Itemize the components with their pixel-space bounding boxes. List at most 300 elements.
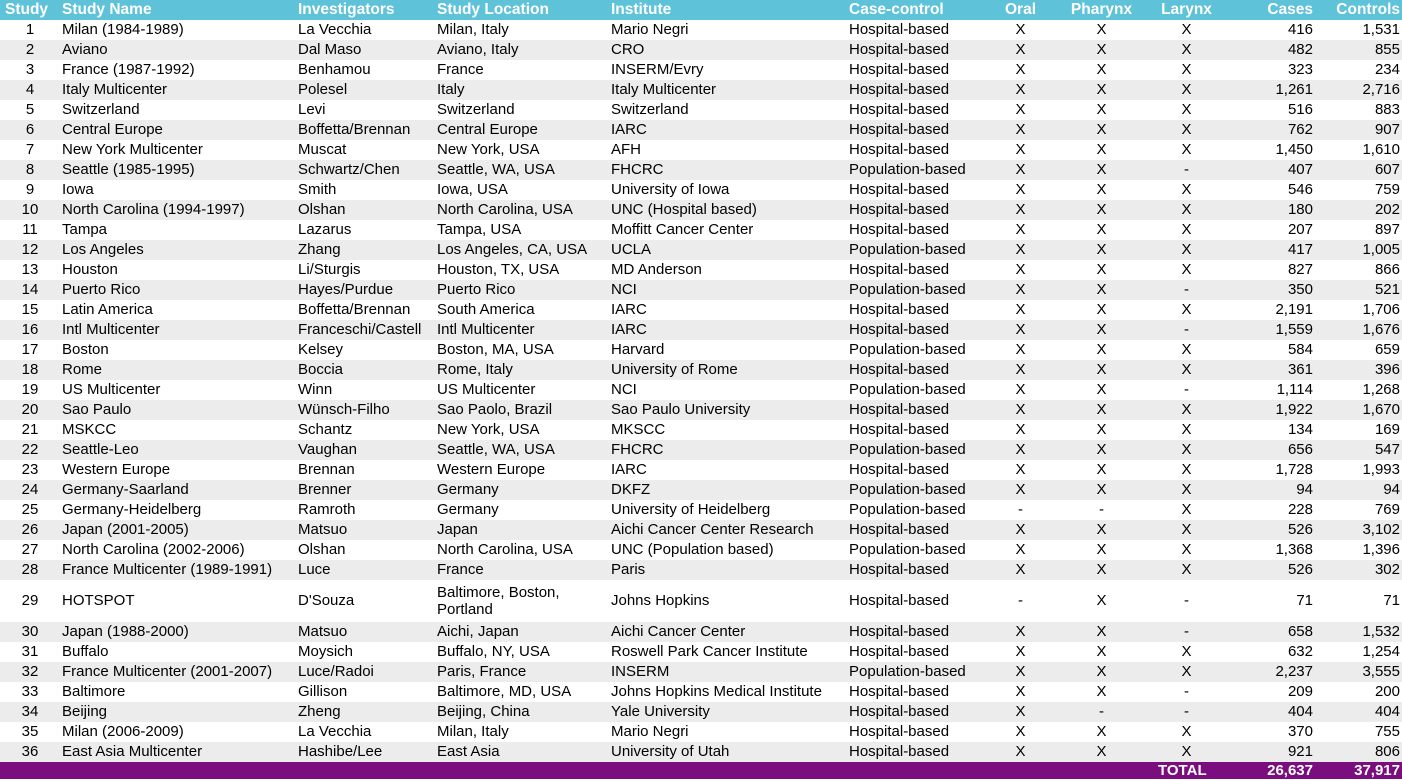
cell-cases: 323	[1287, 61, 1313, 78]
cell-study: 13	[21, 261, 39, 278]
cell-study-name: Seattle (1985-1995)	[62, 161, 195, 178]
cell-larynx: -	[1184, 161, 1189, 178]
cell-cases: 134	[1287, 421, 1313, 438]
cell-study-location: Germany	[437, 481, 499, 498]
col-header-larynx: Larynx	[1161, 1, 1212, 18]
cell-institute: Moffitt Cancer Center	[611, 221, 754, 238]
cell-study-location: Switzerland	[437, 101, 515, 118]
cell-oral: X	[1015, 201, 1026, 218]
cell-study: 26	[21, 521, 39, 538]
cell-controls: 3,102	[1362, 521, 1400, 538]
cell-investigators: Moysich	[298, 643, 354, 660]
cell-controls: 897	[1374, 221, 1400, 238]
cell-oral: -	[1018, 592, 1023, 609]
cell-oral: X	[1015, 643, 1026, 660]
cell-study-name: Milan (1984-1989)	[62, 21, 184, 38]
cell-oral: X	[1015, 421, 1026, 438]
cell-investigators: Winn	[298, 381, 333, 398]
cell-study-location: South America	[437, 301, 535, 318]
cell-cases: 2,191	[1275, 301, 1313, 318]
cell-pharynx: X	[1096, 421, 1107, 438]
cell-cases: 416	[1287, 21, 1313, 38]
cell-investigators: Smith	[298, 181, 337, 198]
table-row	[0, 80, 1402, 100]
cell-pharynx: X	[1096, 241, 1107, 258]
table-row	[0, 480, 1402, 500]
cell-controls: 1,268	[1362, 381, 1400, 398]
cell-cases: 71	[1296, 592, 1313, 609]
cell-larynx: -	[1184, 321, 1189, 338]
cell-study-name: Japan (1988-2000)	[62, 623, 189, 640]
cell-study-location: Japan	[437, 521, 478, 538]
col-header-case-control: Case-control	[849, 1, 944, 18]
cell-cases: 2,237	[1275, 663, 1313, 680]
cell-pharynx: X	[1096, 481, 1107, 498]
cell-controls: 94	[1383, 481, 1400, 498]
cell-study: 6	[25, 121, 35, 138]
cell-oral: X	[1015, 341, 1026, 358]
cell-study: 36	[21, 743, 39, 760]
cell-cases: 228	[1287, 501, 1313, 518]
cell-investigators: D'Souza	[298, 592, 355, 609]
cell-study-location: US Multicenter	[437, 381, 536, 398]
cell-investigators: Boffetta/Brennan	[298, 121, 411, 138]
cell-study-location: Rome, Italy	[437, 361, 513, 378]
cell-controls: 1,005	[1362, 241, 1400, 258]
cell-study-name: Tampa	[62, 221, 108, 238]
cell-larynx: X	[1181, 643, 1192, 660]
table-row	[0, 702, 1402, 722]
cell-controls: 1,532	[1362, 623, 1400, 640]
cell-cases: 94	[1296, 481, 1313, 498]
cell-study: 14	[21, 281, 39, 298]
cell-pharynx: X	[1096, 221, 1107, 238]
cell-case-control: Hospital-based	[849, 81, 950, 98]
table-row	[0, 140, 1402, 160]
cell-institute: University of Rome	[611, 361, 738, 378]
table-row	[0, 622, 1402, 642]
cell-study-location: Intl Multicenter	[437, 321, 535, 338]
cell-pharynx: X	[1096, 301, 1107, 318]
table-row	[0, 380, 1402, 400]
cell-study: 30	[21, 623, 39, 640]
cell-cases: 482	[1287, 41, 1313, 58]
cell-institute: Johns Hopkins	[611, 592, 710, 609]
table-row	[0, 60, 1402, 80]
cell-controls: 607	[1374, 161, 1400, 178]
cell-investigators: Hashibe/Lee	[298, 743, 383, 760]
total-label: TOTAL	[1158, 762, 1207, 779]
cell-institute: Italy Multicenter	[611, 81, 717, 98]
cell-larynx: -	[1184, 623, 1189, 640]
cell-institute: IARC	[611, 301, 647, 318]
cell-oral: X	[1015, 743, 1026, 760]
cell-institute: CRO	[611, 41, 645, 58]
cell-cases: 180	[1287, 201, 1313, 218]
cell-study-name: Puerto Rico	[62, 281, 141, 298]
cell-study-name: France Multicenter (1989-1991)	[62, 561, 273, 578]
cell-controls: 3,555	[1362, 663, 1400, 680]
cell-study-name: France Multicenter (2001-2007)	[62, 663, 273, 680]
cell-study: 25	[21, 501, 39, 518]
cell-larynx: X	[1181, 101, 1192, 118]
table-row	[0, 460, 1402, 480]
cell-case-control: Hospital-based	[849, 121, 950, 138]
cell-pharynx: X	[1096, 61, 1107, 78]
cell-larynx: X	[1181, 201, 1192, 218]
cell-institute: Mario Negri	[611, 21, 689, 38]
cell-oral: X	[1015, 461, 1026, 478]
table-row	[0, 320, 1402, 340]
cell-cases: 207	[1287, 221, 1313, 238]
cell-larynx: X	[1181, 41, 1192, 58]
cell-institute: University of Utah	[611, 743, 730, 760]
cell-study-name: Houston	[62, 261, 118, 278]
cell-larynx: -	[1184, 592, 1189, 609]
cell-investigators: Luce	[298, 561, 331, 578]
cell-larynx: X	[1181, 121, 1192, 138]
cell-study-location: Seattle, WA, USA	[437, 441, 555, 458]
cell-controls: 1,670	[1362, 401, 1400, 418]
cell-study-name: East Asia Multicenter	[62, 743, 203, 760]
cell-study: 18	[21, 361, 39, 378]
cell-pharynx: X	[1096, 321, 1107, 338]
cell-oral: X	[1015, 181, 1026, 198]
table-row	[0, 20, 1402, 40]
cell-case-control: Hospital-based	[849, 521, 950, 538]
cell-larynx: X	[1181, 341, 1192, 358]
cell-larynx: X	[1181, 81, 1192, 98]
cell-cases: 1,450	[1275, 141, 1313, 158]
table-row	[0, 540, 1402, 560]
cell-pharynx: X	[1096, 592, 1107, 609]
cell-controls: 866	[1374, 261, 1400, 278]
cell-investigators: Schantz	[298, 421, 353, 438]
table-row	[0, 662, 1402, 682]
cell-larynx: X	[1181, 663, 1192, 680]
cell-pharynx: X	[1096, 441, 1107, 458]
cell-study-location: Houston, TX, USA	[437, 261, 560, 278]
cell-larynx: X	[1181, 221, 1192, 238]
cell-case-control: Hospital-based	[849, 592, 950, 609]
cell-cases: 417	[1287, 241, 1313, 258]
cell-case-control: Population-based	[849, 481, 966, 498]
cell-institute: IARC	[611, 461, 647, 478]
cell-study: 5	[25, 101, 35, 118]
cell-pharynx: X	[1096, 161, 1107, 178]
cell-pharynx: -	[1099, 501, 1104, 518]
cell-oral: X	[1015, 481, 1026, 498]
cell-controls: 1,676	[1362, 321, 1400, 338]
cell-oral: -	[1018, 501, 1023, 518]
cell-cases: 827	[1287, 261, 1313, 278]
table-row	[0, 500, 1402, 520]
cell-study-name: Seattle-Leo	[62, 441, 139, 458]
cell-case-control: Population-based	[849, 241, 966, 258]
cell-oral: X	[1015, 81, 1026, 98]
cell-case-control: Hospital-based	[849, 643, 950, 660]
cell-controls: 806	[1374, 743, 1400, 760]
cell-case-control: Hospital-based	[849, 261, 950, 278]
cell-case-control: Hospital-based	[849, 221, 950, 238]
cell-study-location: New York, USA	[437, 141, 540, 158]
cell-case-control: Hospital-based	[849, 401, 950, 418]
cell-larynx: X	[1181, 401, 1192, 418]
cell-study-location: East Asia	[437, 743, 500, 760]
cell-oral: X	[1015, 261, 1026, 278]
cell-case-control: Hospital-based	[849, 201, 950, 218]
cell-controls: 202	[1374, 201, 1400, 218]
cell-pharynx: X	[1096, 21, 1107, 38]
table-row	[0, 120, 1402, 140]
cell-controls: 547	[1374, 441, 1400, 458]
cell-investigators: Li/Sturgis	[298, 261, 361, 278]
cell-institute: NCI	[611, 381, 637, 398]
cell-institute: FHCRC	[611, 441, 664, 458]
cell-investigators: Olshan	[298, 201, 346, 218]
cell-study-location: Seattle, WA, USA	[437, 161, 555, 178]
cell-oral: X	[1015, 381, 1026, 398]
cell-larynx: -	[1184, 381, 1189, 398]
col-header-oral: Oral	[1004, 1, 1036, 18]
cell-study-location: Baltimore, Boston, Portland	[437, 584, 560, 618]
cell-institute: Harvard	[611, 341, 665, 358]
cell-institute: Mario Negri	[611, 723, 689, 740]
cell-pharynx: X	[1096, 41, 1107, 58]
cell-larynx: X	[1181, 301, 1192, 318]
cell-study-name: Milan (2006-2009)	[62, 723, 184, 740]
cell-cases: 526	[1287, 521, 1313, 538]
cell-study-location: Iowa, USA	[437, 181, 508, 198]
cell-study-name: Intl Multicenter	[62, 321, 160, 338]
cell-pharynx: X	[1096, 181, 1107, 198]
cell-study: 3	[25, 61, 35, 78]
cell-controls: 769	[1374, 501, 1400, 518]
cell-study: 7	[25, 141, 35, 158]
cell-study-name: Rome	[62, 361, 103, 378]
cell-pharynx: X	[1096, 541, 1107, 558]
cell-larynx: X	[1181, 241, 1192, 258]
cell-controls: 302	[1374, 561, 1400, 578]
cell-study-name: Beijing	[62, 703, 108, 720]
col-header-study: Study	[5, 1, 49, 18]
cell-study: 31	[21, 643, 39, 660]
cell-larynx: X	[1181, 441, 1192, 458]
cell-case-control: Hospital-based	[849, 723, 950, 740]
table-row	[0, 560, 1402, 580]
cell-controls: 200	[1374, 683, 1400, 700]
cell-study: 21	[21, 421, 39, 438]
cell-controls: 169	[1374, 421, 1400, 438]
cell-institute: Paris	[611, 561, 646, 578]
cell-study-name: Los Angeles	[62, 241, 144, 258]
cell-cases: 632	[1287, 643, 1313, 660]
cell-cases: 1,114	[1276, 381, 1313, 398]
cell-case-control: Hospital-based	[849, 361, 950, 378]
cell-institute: INSERM/Evry	[611, 61, 704, 78]
cell-case-control: Hospital-based	[849, 141, 950, 158]
cell-controls: 1,531	[1362, 21, 1400, 38]
cell-institute: DKFZ	[611, 481, 651, 498]
cell-institute: INSERM	[611, 663, 670, 680]
cell-controls: 883	[1374, 101, 1400, 118]
col-header-study-location: Study Location	[437, 1, 549, 18]
cell-investigators: Hayes/Purdue	[298, 281, 394, 298]
cell-study: 23	[21, 461, 39, 478]
cell-cases: 1,261	[1275, 81, 1313, 98]
cell-controls: 404	[1374, 703, 1400, 720]
cell-study: 19	[21, 381, 39, 398]
cell-cases: 762	[1287, 121, 1313, 138]
cell-cases: 656	[1287, 441, 1313, 458]
cell-larynx: X	[1181, 361, 1192, 378]
cell-controls: 1,993	[1362, 461, 1400, 478]
cell-study: 11	[22, 221, 38, 238]
cell-case-control: Hospital-based	[849, 561, 950, 578]
cell-case-control: Hospital-based	[849, 61, 950, 78]
cell-study: 16	[21, 321, 39, 338]
cell-larynx: X	[1181, 141, 1192, 158]
table-row	[0, 580, 1402, 622]
cell-study: 22	[21, 441, 39, 458]
cell-controls: 234	[1374, 61, 1400, 78]
cell-investigators: Ramroth	[298, 501, 356, 518]
cell-pharynx: X	[1096, 81, 1107, 98]
cell-study: 4	[25, 81, 35, 98]
table-row	[0, 280, 1402, 300]
cell-study: 28	[21, 561, 39, 578]
cell-cases: 404	[1287, 703, 1313, 720]
cell-study-name: New York Multicenter	[62, 141, 203, 158]
cell-study-name: Germany-Heidelberg	[62, 501, 202, 518]
cell-study: 35	[21, 723, 39, 740]
cell-study-location: Tampa, USA	[437, 221, 522, 238]
cell-study-name: Western Europe	[62, 461, 171, 478]
cell-larynx: X	[1181, 481, 1192, 498]
cell-oral: X	[1015, 21, 1026, 38]
cell-pharynx: X	[1096, 101, 1107, 118]
cell-pharynx: -	[1099, 703, 1104, 720]
cell-controls: 755	[1374, 723, 1400, 740]
cell-controls: 1,254	[1362, 643, 1400, 660]
table-row	[0, 160, 1402, 180]
table-row	[0, 220, 1402, 240]
cell-institute: Roswell Park Cancer Institute	[611, 643, 808, 660]
cell-study-name: France (1987-1992)	[62, 61, 195, 78]
cell-controls: 521	[1374, 281, 1400, 298]
cell-oral: X	[1015, 541, 1026, 558]
cell-case-control: Hospital-based	[849, 181, 950, 198]
cell-larynx: -	[1184, 703, 1189, 720]
cell-study-name: Germany-Saarland	[62, 481, 189, 498]
cell-study-location: Milan, Italy	[437, 723, 509, 740]
cell-study-location: North Carolina, USA	[437, 541, 573, 558]
cell-oral: X	[1015, 703, 1026, 720]
cell-oral: X	[1015, 361, 1026, 378]
cell-institute: Aichi Cancer Center	[611, 623, 746, 640]
cell-study: 24	[21, 481, 39, 498]
cell-study: 32	[21, 663, 39, 680]
cell-case-control: Hospital-based	[849, 421, 950, 438]
cell-investigators: Brennan	[298, 461, 355, 478]
cell-investigators: Boccia	[298, 361, 344, 378]
cell-study: 2	[25, 41, 35, 58]
cell-investigators: Benhamou	[298, 61, 371, 78]
table-row	[0, 642, 1402, 662]
table-row	[0, 722, 1402, 742]
cell-study: 20	[21, 401, 39, 418]
cell-study-name: Japan (2001-2005)	[62, 521, 189, 538]
cell-study-location: Western Europe	[437, 461, 546, 478]
cell-oral: X	[1015, 321, 1026, 338]
cell-pharynx: X	[1096, 401, 1107, 418]
cell-case-control: Hospital-based	[849, 683, 950, 700]
header-row	[0, 0, 1402, 20]
cell-pharynx: X	[1096, 663, 1107, 680]
cell-larynx: X	[1181, 743, 1192, 760]
cell-pharynx: X	[1096, 281, 1107, 298]
cell-study-name: Sao Paulo	[62, 401, 132, 418]
total-controls: 37,917	[1354, 762, 1400, 779]
cell-investigators: Franceschi/Castell	[298, 321, 422, 338]
cell-pharynx: X	[1096, 461, 1107, 478]
cell-study-name: North Carolina (2002-2006)	[62, 541, 245, 558]
cell-study-name: Latin America	[62, 301, 153, 318]
cell-study: 9	[25, 181, 35, 198]
cell-case-control: Hospital-based	[849, 101, 950, 118]
table-row	[0, 100, 1402, 120]
cell-study-location: Central Europe	[437, 121, 538, 138]
table-row	[0, 180, 1402, 200]
cell-controls: 1,706	[1362, 301, 1400, 318]
cell-pharynx: X	[1096, 361, 1107, 378]
cell-study: 34	[21, 703, 39, 720]
cell-study-location: New York, USA	[437, 421, 540, 438]
cell-institute: Switzerland	[611, 101, 689, 118]
table-row	[0, 400, 1402, 420]
cell-institute: MKSCC	[611, 421, 666, 438]
cell-study: 15	[21, 301, 39, 318]
cell-investigators: Vaughan	[298, 441, 357, 458]
cell-institute: NCI	[611, 281, 637, 298]
cell-larynx: X	[1181, 21, 1192, 38]
cell-case-control: Hospital-based	[849, 743, 950, 760]
cell-cases: 526	[1287, 561, 1313, 578]
cell-controls: 2,716	[1362, 81, 1400, 98]
cell-cases: 516	[1287, 101, 1313, 118]
cell-study-name: Central Europe	[62, 121, 163, 138]
cell-oral: X	[1015, 241, 1026, 258]
cell-cases: 658	[1287, 623, 1313, 640]
cell-institute: MD Anderson	[611, 261, 702, 278]
cell-case-control: Population-based	[849, 441, 966, 458]
cell-study: 1	[25, 21, 35, 38]
col-header-investigators: Investigators	[298, 1, 395, 18]
cell-pharynx: X	[1096, 261, 1107, 278]
cell-controls: 759	[1374, 181, 1400, 198]
cell-oral: X	[1015, 723, 1026, 740]
table-row	[0, 420, 1402, 440]
total-cases-cell	[1158, 762, 1315, 779]
cell-study-name: HOTSPOT	[62, 592, 135, 609]
cell-investigators: Schwartz/Chen	[298, 161, 400, 178]
cell-controls: 855	[1374, 41, 1400, 58]
col-header-pharynx: Pharynx	[1070, 1, 1133, 18]
table-row	[0, 742, 1402, 762]
col-header-controls: Controls	[1336, 1, 1400, 18]
cell-cases: 921	[1287, 743, 1313, 760]
cell-investigators: Zheng	[298, 703, 341, 720]
